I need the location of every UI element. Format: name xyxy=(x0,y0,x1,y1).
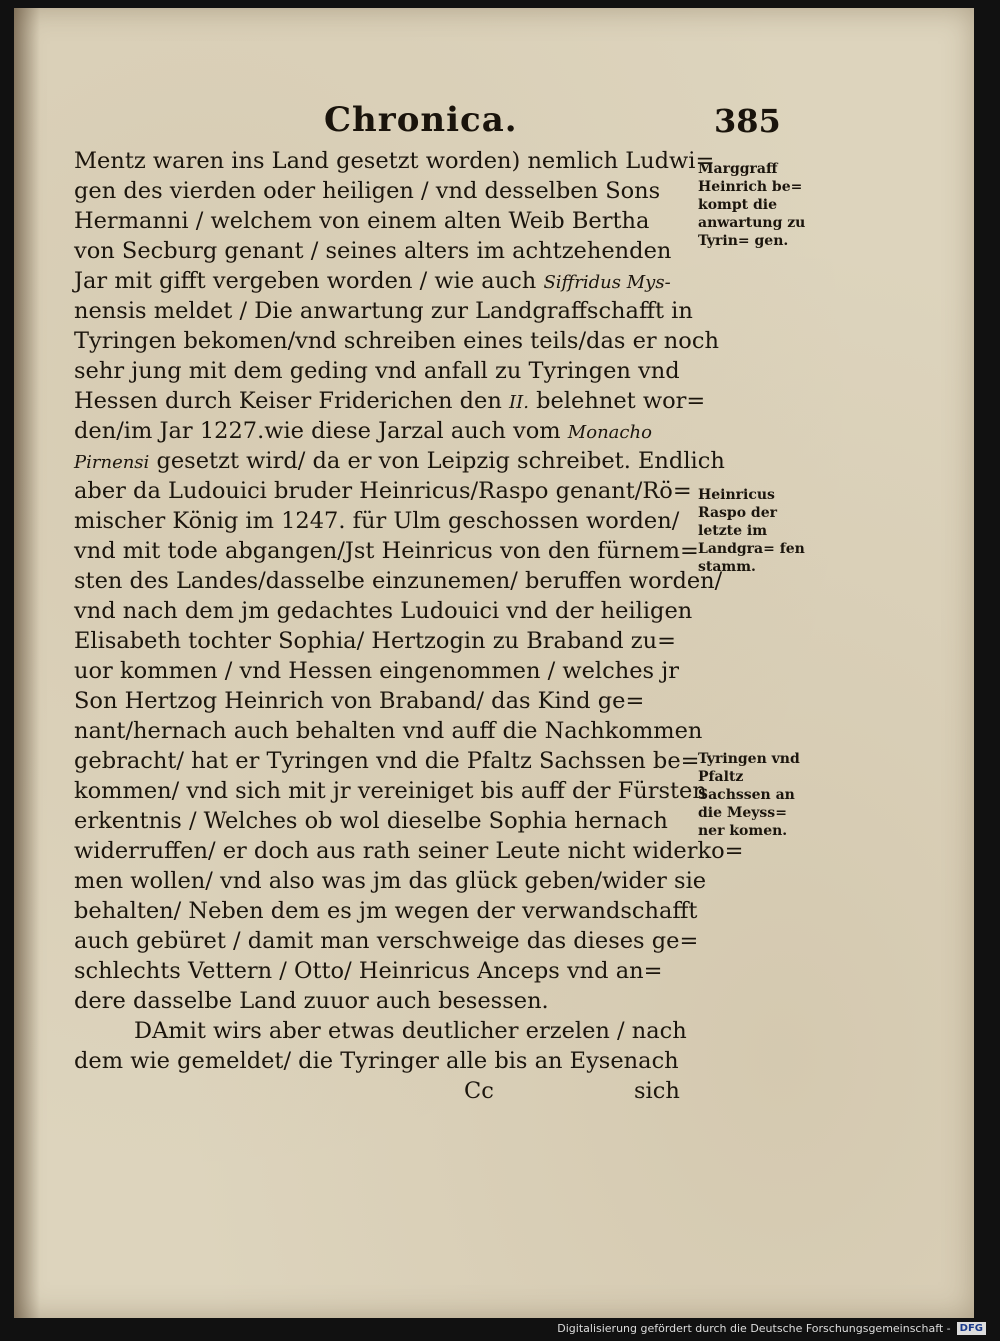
text-line: kommen/ vnd sich mit jr vereiniget bis auff der Fürsten xyxy=(74,778,707,804)
page-number: 385 xyxy=(714,102,781,140)
text-segment: belehnet wor= xyxy=(528,388,706,414)
text-line: DAmit wirs aber etwas deutlicher erzelen / nach xyxy=(134,1018,687,1044)
body-text xyxy=(74,146,744,1106)
text-line: Son Hertzog Heinrich von Braband/ das Kind ge= xyxy=(74,688,645,714)
text-line: erkentnis / Welches ob wol dieselbe Sophia hernach xyxy=(74,808,668,834)
text-line: aber da Ludouici bruder Heinricus/Raspo genant/Rö= xyxy=(74,478,692,504)
footer-credit xyxy=(557,1322,986,1335)
book-page xyxy=(14,8,974,1318)
text-line: sten des Landes/dasselbe einzunemen/ beruffen worden/ xyxy=(74,568,723,594)
text-line: Hermanni / welchem von einem alten Weib Bertha xyxy=(74,208,650,234)
page-gutter-shadow xyxy=(14,8,40,1318)
text-line: nensis meldet / Die anwartung zur Landgraffschafft in xyxy=(74,298,693,324)
text-line: dere dasselbe Land zuuor auch besessen. xyxy=(74,988,549,1014)
text-line: behalten/ Neben dem es jm wegen der verwandschafft xyxy=(74,898,698,924)
text-segment: Jar mit gifft vergeben worden / wie auch xyxy=(74,268,537,294)
text-segment: den/im Jar 1227.wie diese Jarzal auch vom xyxy=(74,418,561,444)
italic-numeral: II. xyxy=(509,392,529,413)
text-line: vnd nach dem jm gedachtes Ludouici vnd der heiligen xyxy=(74,598,693,624)
text-line xyxy=(74,416,694,446)
margin-note: Tyringen vnd Pfaltz Sachssen an die Meyss= ner komen. xyxy=(698,751,800,839)
margin-note: Heinricus Raspo der letzte im Landgra= fen stamm. xyxy=(698,487,805,575)
signature-mark: Cc xyxy=(464,1078,494,1104)
text-line: vnd mit tode abgangen/Jst Heinricus von den fürnem= xyxy=(74,538,699,564)
text-line: men wollen/ vnd also was jm das glück geben/wider sie xyxy=(74,868,707,894)
text-line: Mentz waren ins Land gesetzt worden) nemlich Ludwi= xyxy=(74,148,715,174)
text-line: sehr jung mit dem geding vnd anfall zu Tyringen vnd xyxy=(74,358,680,384)
text-line: von Secburg genant / seines alters im achtzehenden xyxy=(74,238,672,264)
italic-citation: Siffridus Mys- xyxy=(543,272,671,293)
text-line: gebracht/ hat er Tyringen vnd die Pfaltz Sachssen be= xyxy=(74,748,700,774)
credit-text: Digitalisierung gefördert durch die Deutsche Forschungsgemeinschaft - xyxy=(557,1322,951,1335)
text-line: schlechts Vettern / Otto/ Heinricus Anceps vnd an= xyxy=(74,958,663,984)
text-line: widerruffen/ er doch aus rath seiner Leute nicht widerko= xyxy=(74,838,744,864)
text-segment: Hessen durch Keiser Friderichen den xyxy=(74,388,502,414)
text-line: gen des vierden oder heiligen / vnd desselben Sons xyxy=(74,178,661,204)
text-segment: gesetzt wird/ da er von Leipzig schreibet. Endlich xyxy=(156,448,725,474)
catchword: sich xyxy=(634,1078,680,1104)
signature-line xyxy=(74,1076,694,1106)
text-line: mischer König im 1247. für Ulm geschossen worden/ xyxy=(74,508,680,534)
italic-citation: Pirnensi xyxy=(74,452,150,473)
text-line xyxy=(74,266,694,296)
dfg-logo: DFG xyxy=(957,1322,986,1335)
text-line: Elisabeth tochter Sophia/ Hertzogin zu Braband zu= xyxy=(74,628,676,654)
italic-citation: Monacho xyxy=(567,422,652,443)
text-line: auch gebüret / damit man verschweige das dieses ge= xyxy=(74,928,699,954)
text-line: uor kommen / vnd Hessen eingenommen / welches jr xyxy=(74,658,679,684)
text-line: dem wie gemeldet/ die Tyringer alle bis an Eysenach xyxy=(74,1048,679,1074)
running-title: Chronica. xyxy=(324,100,518,140)
text-line: Tyringen bekomen/vnd schreiben eines teils/das er noch xyxy=(74,328,719,354)
text-line xyxy=(74,446,725,476)
margin-note: Marggraff Heinrich be= kompt die anwartung zu Tyrin= gen. xyxy=(698,161,806,249)
text-line: nant/hernach auch behalten vnd auff die Nachkommen xyxy=(74,718,703,744)
text-line xyxy=(74,386,706,416)
